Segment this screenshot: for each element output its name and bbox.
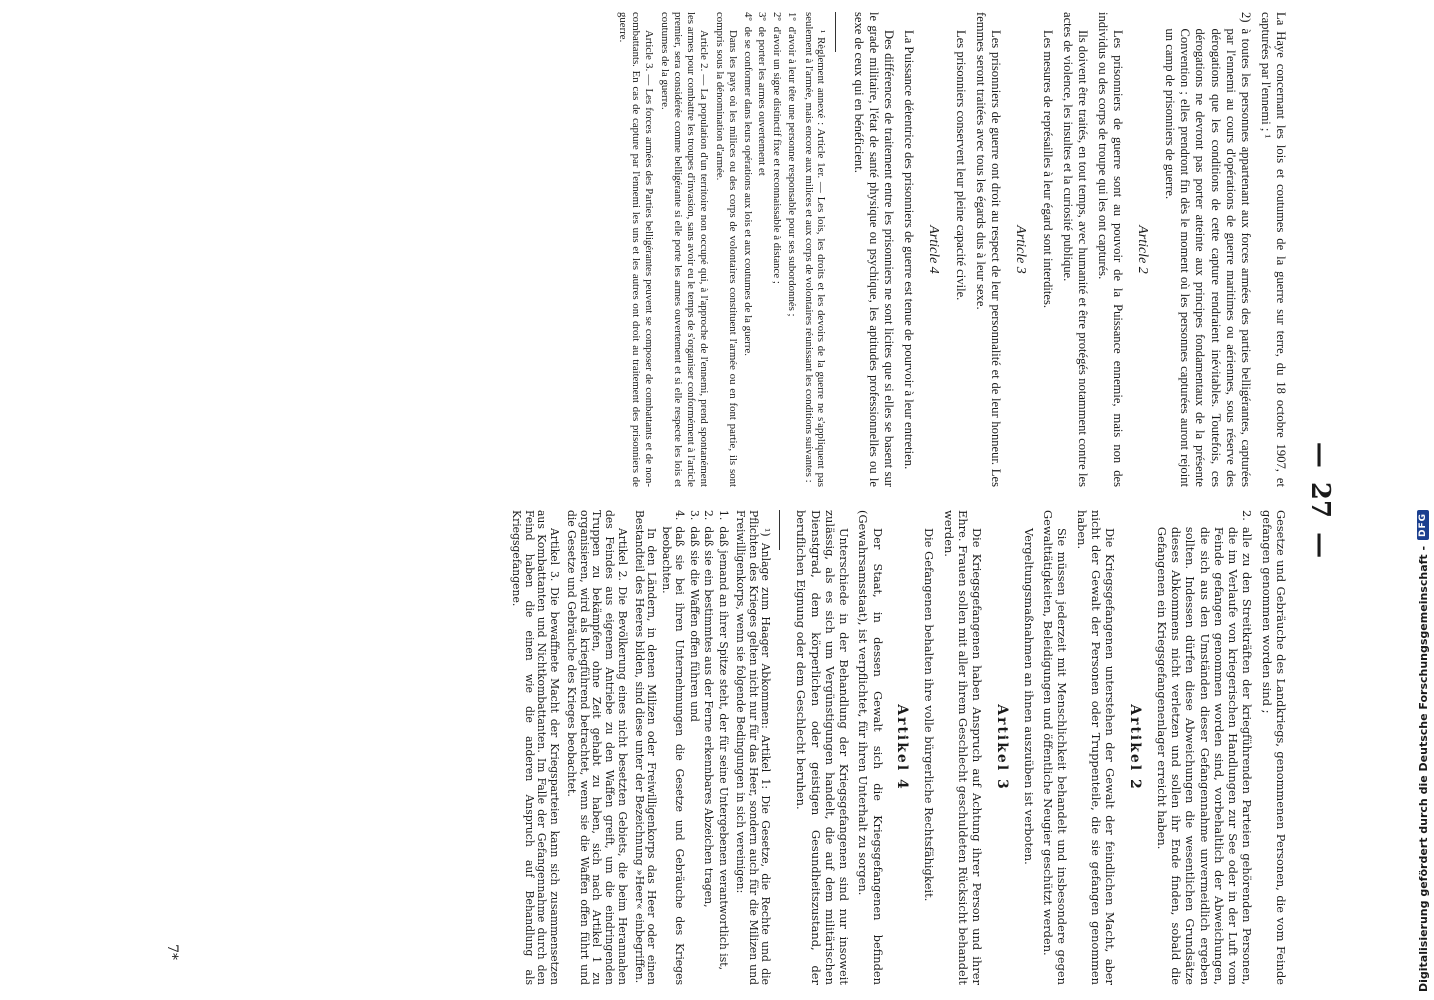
paragraph: Der Staat, in dessen Gewalt sich die Kriegsgefangenen befinden (Gewahrsamsstaat), ist verpflichtet, für ihren Unterhalt zu sorgen. — [856, 510, 885, 985]
item-number: 2) — [1238, 12, 1253, 23]
footnote-item — [770, 12, 783, 487]
item-number: 1º — [785, 12, 798, 21]
footnote-paragraph: Dans les pays où les milices ou des corps de volontaires constituent l'armée ou en font partie, ils sont compris sous la dénomination d'armée. — [714, 12, 740, 487]
item-text: d'avoir à leur tête une personne responsable pour ses subordonnés ; — [785, 26, 798, 317]
paragraph: Sie müssen jederzeit mit Menschlichkeit behandelt und insbesondere gegen Gewalttätigkeiten, Beleidigungen und öffentliche Neugier geschützt werden. — [1041, 510, 1070, 985]
item-text: alle zu den Streitkräften der kriegführenden Parteien gehörenden Personen, die im Verlaufe von kriegerischen Handlungen zur See oder in der Luft vom Feinde gefangen genommen worden sind, vorbehaltlich der Abweichungen, die sich aus den Umständen dieser Gefangennahme unvermeidlich ergeben sollten. Indessen dürfen diese Abweichungen die wesentlichen Grundsätze dieses Abkommens nicht verletzen und sollen ihr Ende finden, sobald die Gefangenen ein Kriegsgefangenenlager erreicht haben. — [1155, 526, 1255, 985]
item-number: 3. — [687, 510, 701, 521]
footnote-divider — [779, 510, 780, 550]
french-footnote — [616, 12, 827, 487]
item-text: daß sie die Waffen offen führen und — [687, 526, 701, 722]
page-number: 27 — [1305, 481, 1335, 519]
french-article-4-title: Article 4 — [925, 225, 941, 274]
item-text: de porter les armes ouvertement et — [756, 26, 769, 176]
paragraph: La Puissance détentrice des prisonniers de guerre est tenue de pourvoir à leur entretien. — [901, 30, 916, 470]
item-text: d'avoir un signe distinctif fixe et reconnaissable à distance ; — [771, 26, 784, 284]
french-column — [188, 12, 1288, 487]
footnote-paragraph: Article 3. — Les forces armées des Parties belligérantes peuvent se composer de combattants et de non-combattants. En cas de capture par l'ennemi les uns et les autres ont droit au traitement des prisonniers de guerre. — [617, 12, 655, 487]
paragraph: Unterschiede in der Behandlung der Kriegsgefangenen sind nur insoweit zulässig, als es sich um Vergünstigungen handelt, die auf dem militärischen Dienstgrad, dem körperlichen oder geistigen Gesundheitszustand, der beruflichen Eignung oder dem Geschlecht beruhen. — [794, 510, 852, 985]
item-number: 1. — [717, 510, 731, 521]
paragraph: Les prisonniers de guerre sont au pouvoir de la Puissance ennemie, mais non des individus ou des corps de troupe qui les ont capturés. — [1096, 12, 1126, 487]
digitization-credit — [1410, 0, 1432, 1000]
german-footnote — [509, 510, 771, 985]
footnote-paragraph: Article 2. — La population d'un territoire non occupé qui, à l'approche de l'ennemi, prend spontanément les armes pour combattre les troupes d'invasion, sans avoir eu le temps de s'organiser conformément à l'article premier, sera considérée comme belligérante si elle porte les armes ouvertement et si elle respecte les lois et coutumes de la guerre. — [659, 12, 710, 487]
footnote-item — [716, 510, 729, 985]
item-number: 3º — [756, 12, 769, 21]
paragraph: Les prisonniers conservent leur pleine capacité civile. — [953, 30, 968, 301]
paragraph: Des différences de traitement entre les prisonniers ne sont licites que si elles se basent sur le grade militaire, l'état de santé physique ou psychique, les aptitudes professionnelles ou le sexe de ceux qui en bénéficient. — [851, 12, 896, 487]
paragraph: Les mesures de représailles à leur égard sont interdites. — [1040, 30, 1055, 309]
credit-text: Digitalisierung gefördert durch die Deutsche Forschungsgemeinschaft - — [1416, 545, 1430, 992]
item-number: 4. — [672, 510, 686, 521]
signature-mark: 7* — [164, 944, 180, 960]
footnote-item — [741, 12, 754, 487]
page-header — [1290, 0, 1350, 1000]
item-text: daß jemand an ihrer Spitze steht, der für seine Untergebenen verantwortlich ist, — [717, 526, 731, 971]
item-text: de se conformer dans leurs opérations aux lois et aux coutumes de la guerre. — [741, 26, 754, 356]
german-intro: Gesetze und Gebräuche des Landkriegs, genommenen Personen, die vom Feinde gefangen genommen worden sind ; — [1259, 510, 1288, 985]
paragraph: Die Kriegsgefangenen unterstehen der Gewalt der feindlichen Macht, aber nicht der Gewalt der Personen oder Truppenteile, die sie gefangen genommen haben. — [1074, 510, 1118, 985]
german-item-2 — [1155, 510, 1255, 985]
item-number: 2º — [771, 12, 784, 21]
footnote-divider — [835, 12, 836, 52]
item-number: 2. — [1240, 510, 1255, 521]
german-column — [188, 510, 1288, 985]
french-item-2 — [1162, 12, 1253, 487]
paragraph: Vergeltungsmaßnahmen an ihnen auszuüben ist verboten. — [1022, 528, 1036, 865]
footnote-intro: ¹ Règlement annexé : Article 1er. — Les lois, les droits et les devoirs de la guerre ne s'appliquent pas seulement à l'armée, mais encore aux milices et aux corps de volontaires réunissant les conditions suivantes : — [802, 12, 828, 487]
footnote-item — [702, 510, 715, 985]
footnote-item — [687, 510, 700, 985]
item-text: daß sie ein bestimmtes aus der Ferne erkennbares Abzeichen tragen, — [702, 526, 716, 908]
footnote-item — [659, 510, 684, 985]
item-text: à toutes les personnes appartenant aux forces armées des parties belligérantes, capturées par l'ennemi au cours d'opérations de guerre maritimes ou aériennes, sous réserve des dérogations que les conditions de cette capture rendraient inévitables. Toutefois, ces dérogations ne devront pas porter atteinte aux principes fondamentaux de la présente Convention ; elles prendront fin dès le moment où les personnes capturées auront rejoint un camp de prisonniers de guerre. — [1163, 28, 1253, 487]
item-number: 4º — [741, 12, 754, 21]
header-dash-right: — — [1305, 532, 1335, 559]
item-number: 2. — [702, 510, 716, 521]
german-article-4-title: Artikel 4 — [894, 704, 911, 791]
french-article-3-title: Article 3 — [1012, 225, 1028, 274]
footnote-paragraph: Artikel 3. Die bewaffnete Macht der Kriegsparteien kann sich zusammensetzen aus Kombattanten und Nichtkombattanten. Im Falle der Gefangennahme durch den Feind haben die einen wie die anderen Anspruch auf Behandlung als Kriegsgefangene. — [510, 510, 562, 985]
item-text: daß sie bei ihren Unternehmungen die Gesetze und Gebräuche des Krieges beobachten. — [660, 526, 686, 985]
footnote-paragraph: Artikel 2. Die Bevölkerung eines nicht besetzten Gebiets, die beim Herannahen des Feindes aus eigenem Antriebe zu den Waffen greift, um die eindringenden Truppen zu bekämpfen, ohne Zeit gehabt zu haben, sich nach Artikel 1 zu organisieren, wird als kriegführend betrachtet, wenn sie die Waffen offen führt und die Gesetze und Gebräuche des Krieges beobachtet. — [564, 510, 629, 985]
footnote-item — [785, 12, 798, 487]
paragraph: Les prisonniers de guerre ont droit au respect de leur personnalité et de leur honneur. Les femmes seront traitées avec tous les égards dus à leur sexe. — [973, 12, 1003, 487]
paragraph: Die Kriegsgefangenen haben Anspruch auf Achtung ihrer Person und ihrer Ehre. Frauen sollen mit aller ihrem Geschlecht geschuldeten Rücksicht behandelt werden. — [941, 510, 985, 985]
german-article-2-title: Artikel 2 — [1126, 704, 1143, 791]
french-article-2-title: Article 2 — [1135, 225, 1151, 274]
german-article-3-title: Artikel 3 — [993, 704, 1010, 791]
footnote-intro: ¹) Anlage zum Haager Abkommen: Artikel 1: Die Gesetze, die Rechte und die Pflichten des Krieges gelten nicht nur für das Heer, sondern auch für die Milizen und Freiwilligenkorps, wenn sie folgende Bedingungen in sich vereinigen: — [733, 510, 773, 985]
footnote-item — [756, 12, 769, 487]
paragraph: Die Gefangenen behalten ihre volle bürgerliche Rechtsfähigkeit. — [922, 528, 937, 902]
rotated-page — [140, 0, 1350, 1000]
french-intro: La Haye concernant les lois et coutumes de la guerre sur terre, du 18 octobre 1907, et capturées par l'ennemi ; ¹ — [1258, 12, 1288, 487]
header-dash-left: — — [1305, 441, 1335, 468]
paragraph: Ils doivent être traités, en tout temps, avec humanité et être protégés notamment contre les actes de violence, les insultes et la curiosité publique. — [1061, 12, 1091, 487]
footnote-paragraph: In den Ländern, in denen Milizen oder Freiwilligenkorps das Heer oder einen Bestandteil des Heeres bilden, sind diese unter der Bezeichnung »Heer« einbegriffen. — [632, 510, 659, 985]
dfg-logo: DFG — [1417, 510, 1429, 540]
